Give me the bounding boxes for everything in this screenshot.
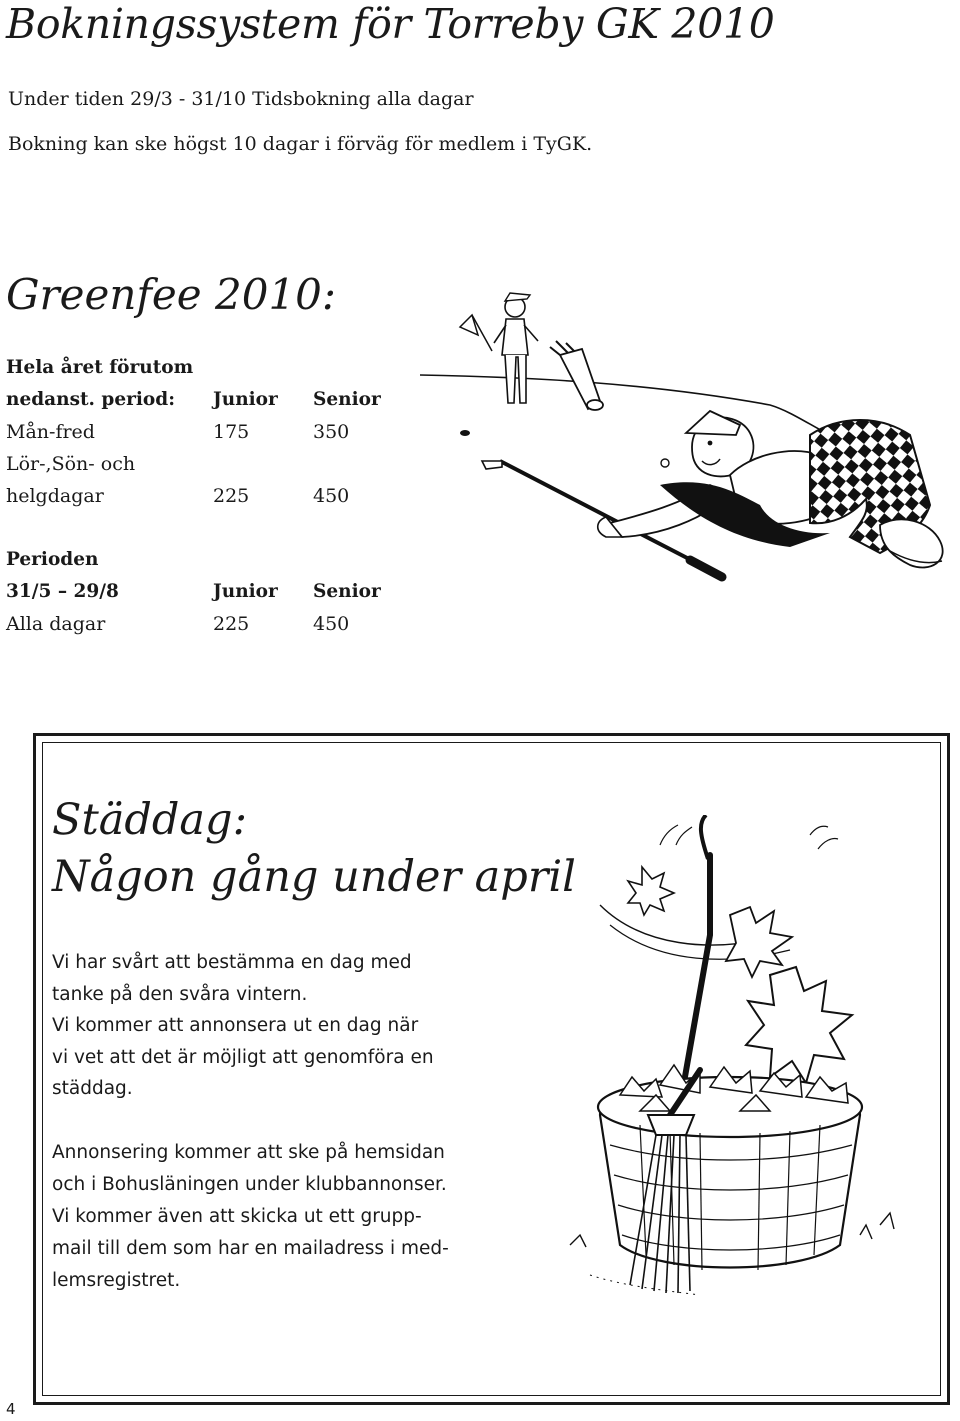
paragraph-line: städdag. xyxy=(52,1078,133,1099)
section2-label-line1: Perioden xyxy=(6,549,99,570)
intro-line-1: Under tiden 29/3 - 31/10 Tidsbokning alla dagar xyxy=(8,88,474,110)
row-junior: 175 xyxy=(213,421,250,443)
row-senior: 450 xyxy=(313,485,350,507)
paragraph-line: Annonsering kommer att ske på hemsidan xyxy=(52,1142,445,1163)
paragraph-line: Vi kommer att annonsera ut en dag när xyxy=(52,1015,419,1036)
page-number: 4 xyxy=(6,1400,16,1418)
section1-label-line2: nedanst. period: xyxy=(6,389,176,410)
row-senior: 450 xyxy=(313,613,350,635)
row-label: Lör-,Sön- och xyxy=(6,453,136,475)
intro-line-2: Bokning kan ske högst 10 dagar i förväg för medlem i TyGK. xyxy=(8,133,593,155)
row-label: Mån-fred xyxy=(6,421,95,443)
section2-junior-header: Junior xyxy=(213,581,278,602)
paragraph-line: Vi kommer även att skicka ut ett grupp- xyxy=(52,1206,422,1227)
rake-basket-illustration xyxy=(560,815,905,1310)
section2-senior-header: Senior xyxy=(313,581,381,602)
section2-label-line2: 31/5 – 29/8 xyxy=(6,581,119,602)
greenfee-heading: Greenfee 2010: xyxy=(6,270,337,319)
page-title: Bokningssystem för Torreby GK 2010 xyxy=(6,0,775,48)
paragraph-line: Vi har svårt att bestämma en dag med xyxy=(52,952,412,973)
section1-label-line1: Hela året förutom xyxy=(6,357,194,378)
staddag-heading-line2: Någon gång under april xyxy=(52,852,576,902)
paragraph-line: mail till dem som har en mailadress i med- xyxy=(52,1238,449,1259)
paragraph-line: tanke på den svåra vintern. xyxy=(52,984,308,1005)
row-label: helgdagar xyxy=(6,485,104,507)
paragraph-line: lemsregistret. xyxy=(52,1270,181,1291)
paragraph-line: och i Bohusläningen under klubbannonser. xyxy=(52,1174,447,1195)
row-junior: 225 xyxy=(213,485,250,507)
paragraph-line: vi vet att det är möjligt att genomföra en xyxy=(52,1047,434,1068)
row-senior: 350 xyxy=(313,421,350,443)
staddag-heading-line1: Städdag: xyxy=(52,795,248,845)
section1-junior-header: Junior xyxy=(213,389,278,410)
golfer-illustration xyxy=(410,285,955,585)
row-junior: 225 xyxy=(213,613,250,635)
section1-senior-header: Senior xyxy=(313,389,381,410)
row-label: Alla dagar xyxy=(6,613,106,635)
